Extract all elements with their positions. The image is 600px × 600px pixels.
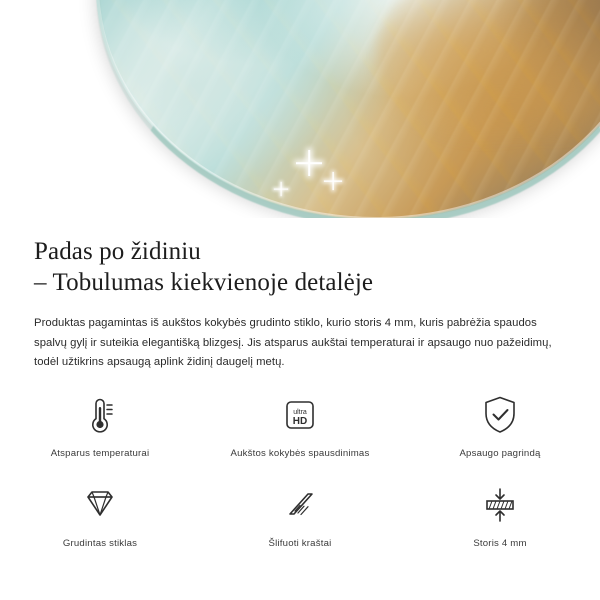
feature-item-temperature <box>0 392 200 460</box>
headline-line-1: Padas po židiniu <box>34 238 201 265</box>
feature-label: Šlifuoti kraštai <box>268 538 332 549</box>
feature-item-tempered-glass <box>0 482 200 550</box>
feature-label: Storis 4 mm <box>473 538 527 549</box>
thermometer-icon <box>80 392 120 438</box>
svg-text:HD: HD <box>292 416 308 427</box>
feature-item-polished-edges <box>200 482 400 550</box>
hero-image <box>0 0 600 218</box>
polished-edges-icon <box>278 482 322 528</box>
page-title <box>0 218 600 298</box>
feature-grid <box>0 392 600 550</box>
feature-label: Grudintas stiklas <box>62 538 138 549</box>
feature-item-surface-protection <box>400 392 600 460</box>
text-content <box>0 218 600 373</box>
thickness-4mm-icon <box>478 482 522 528</box>
headline-line-2: – Tobulumas kiekvienoje detalėje <box>34 269 374 296</box>
body-paragraph: Produktas pagamintas iš aukštos kokybės grudinto stiklo, kurio storis 4 mm, kuris pabrėžia spaudos spalvų gylį ir suteikia elegantišką blizgesį. Jis atsparus aukštai temperaturai ir apsaugo nuo pažeidimų, todėl užtikrins apsaugą aplink židinį daugelį metų. <box>34 317 552 368</box>
diamond-icon <box>78 482 122 528</box>
feature-label: Apsaugo pagrindą <box>459 448 541 459</box>
feature-item-print-quality <box>200 392 400 460</box>
feature-label: Aukštos kokybės spausdinimas <box>230 448 370 459</box>
svg-text:ultra: ultra <box>293 409 307 416</box>
feature-label: Atsparus temperaturai <box>50 448 150 459</box>
shield-check-icon <box>479 392 521 438</box>
ultra-hd-icon <box>278 392 322 438</box>
feature-item-thickness <box>400 482 600 550</box>
